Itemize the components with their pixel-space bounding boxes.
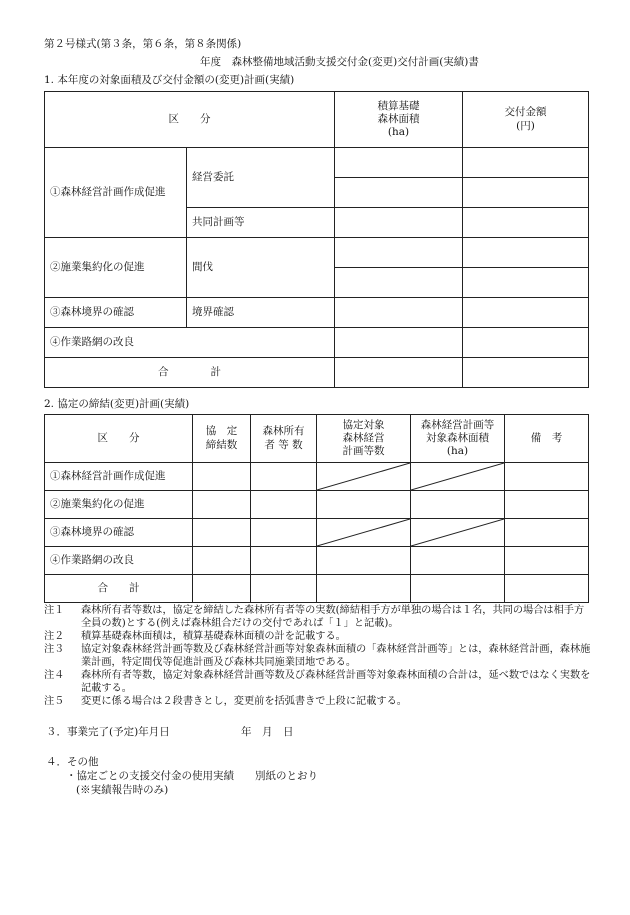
s2-row3-label: ③森林境界の確認 (45, 519, 193, 547)
form-number: 第２号様式(第３条，第６条，第８条関係) (44, 38, 242, 50)
s2-cell[interactable] (193, 575, 251, 603)
s1-cell[interactable] (463, 238, 589, 268)
s2-cell[interactable] (193, 519, 251, 547)
notes-block (44, 604, 594, 708)
s1-cell[interactable] (463, 298, 589, 328)
section1-table (44, 91, 589, 388)
note-item (44, 669, 594, 695)
s1-row1-label: ①森林経営計画作成促進 (45, 148, 187, 238)
s1-cell[interactable] (335, 298, 463, 328)
s2-cell[interactable] (193, 463, 251, 491)
s2-cell[interactable] (317, 575, 411, 603)
s2-cell[interactable] (317, 491, 411, 519)
s2-header-plans: 協定対象 森林経営 計画等数 (317, 415, 411, 463)
s1-cell[interactable] (463, 268, 589, 298)
s1-row3a-label: 境界確認 (187, 298, 335, 328)
s1-cell[interactable] (335, 238, 463, 268)
s2-cell[interactable] (505, 491, 589, 519)
s1-cell[interactable] (463, 178, 589, 208)
s1-cell[interactable] (463, 358, 589, 388)
s1-header-area: 積算基礎 森林面積 (ha) (335, 92, 463, 148)
s2-cell[interactable] (251, 547, 317, 575)
s2-cell[interactable] (251, 463, 317, 491)
s1-cell[interactable] (335, 208, 463, 238)
s1-row3-label: ③森林境界の確認 (45, 298, 187, 328)
s1-cell[interactable] (463, 208, 589, 238)
s2-header-area: 森林経営計画等 対象森林面積 (ha) (411, 415, 505, 463)
s2-cell-struck (317, 519, 411, 547)
note-item (44, 604, 594, 630)
other-item: ・協定ごとの支援交付金の使用実績 別紙のとおり (66, 770, 318, 782)
s2-cell[interactable] (505, 575, 589, 603)
note-text: 積算基礎森林面積は，積算基礎森林面積の計を記載する。 (81, 631, 346, 642)
note-item (44, 630, 594, 643)
note-text: 協定対象森林経営計画等数及び森林経営計画等対象森林面積の「森林経営計画等」とは，森林経営計画，森林施業計画，特定間伐等促進計画及び森林共同施業団地である。 (81, 644, 591, 668)
s1-row1a-label: 経営委託 (187, 148, 335, 208)
completion-date-field[interactable]: 年 月 日 (241, 726, 294, 738)
section2-table (44, 414, 589, 603)
s2-cell[interactable] (411, 547, 505, 575)
s2-cell[interactable] (411, 491, 505, 519)
s2-cell[interactable] (505, 463, 589, 491)
s2-row2-label: ②施業集約化の促進 (45, 491, 193, 519)
s1-row1b-label: 共同計画等 (187, 208, 335, 238)
s1-cell[interactable] (335, 358, 463, 388)
s1-row2-label: ②施業集約化の促進 (45, 238, 187, 298)
note-text: 森林所有者等数，協定対象森林経営計画等数及び森林経営計画等対象森林面積の合計は，延べ数ではなく実数を記載する。 (81, 670, 591, 694)
s2-cell[interactable] (251, 491, 317, 519)
note-text: 変更に係る場合は２段書きとし，変更前を括弧書きで上段に記載する。 (81, 696, 407, 707)
s2-cell-struck (411, 519, 505, 547)
s2-cell-struck (411, 463, 505, 491)
s1-cell[interactable] (463, 328, 589, 358)
other-heading: ４．その他 (46, 756, 99, 768)
s1-row4-label: ④作業路網の改良 (45, 328, 335, 358)
s1-cell[interactable] (335, 148, 463, 178)
s2-row1-label: ①森林経営計画作成促進 (45, 463, 193, 491)
s2-cell[interactable] (411, 575, 505, 603)
s1-cell[interactable] (335, 268, 463, 298)
s1-cell[interactable] (463, 148, 589, 178)
note-text: 森林所有者等数は，協定を締結した森林所有者等の実数(締結相手方が単独の場合は１名，共同の場合は相手方全員の数)とする(例えば森林組合だけの交付であれば「１」と記載)。 (81, 605, 585, 629)
other-subnote: (※実績報告時のみ) (76, 784, 169, 796)
document-title: 年度 森林整備地域活動支援交付金(変更)交付計画(実績)書 (200, 56, 479, 68)
note-item (44, 643, 594, 669)
completion-date-label: ３．事業完了(予定)年月日 (46, 726, 170, 738)
s2-cell[interactable] (193, 547, 251, 575)
note-item (44, 695, 594, 708)
s2-cell[interactable] (505, 519, 589, 547)
note-label: 注２ (44, 631, 65, 642)
s2-header-category: 区 分 (45, 415, 193, 463)
s2-cell[interactable] (251, 575, 317, 603)
note-label: 注３ (44, 644, 65, 655)
s2-header-owners: 森林所有 者 等 数 (251, 415, 317, 463)
s2-cell[interactable] (505, 547, 589, 575)
s2-header-remarks: 備 考 (505, 415, 589, 463)
s2-total-label: 合 計 (45, 575, 193, 603)
s2-cell[interactable] (193, 491, 251, 519)
note-label: 注１ (44, 605, 65, 616)
note-label: 注４ (44, 670, 65, 681)
s2-cell[interactable] (317, 547, 411, 575)
s2-cell[interactable] (251, 519, 317, 547)
s1-total-label: 合 計 (45, 358, 335, 388)
s1-cell[interactable] (335, 178, 463, 208)
s1-row2a-label: 間伐 (187, 238, 335, 298)
section1-heading: 1. 本年度の対象面積及び交付金額の(変更)計画(実績) (44, 74, 295, 86)
section2-heading: 2. 協定の締結(変更)計画(実績) (44, 398, 190, 410)
s2-row4-label: ④作業路網の改良 (45, 547, 193, 575)
s2-cell-struck (317, 463, 411, 491)
note-label: 注５ (44, 696, 65, 707)
s2-header-agreements: 協 定 締結数 (193, 415, 251, 463)
s1-header-amount: 交付金額 (円) (463, 92, 589, 148)
s1-header-category: 区 分 (45, 92, 335, 148)
s1-cell[interactable] (335, 328, 463, 358)
